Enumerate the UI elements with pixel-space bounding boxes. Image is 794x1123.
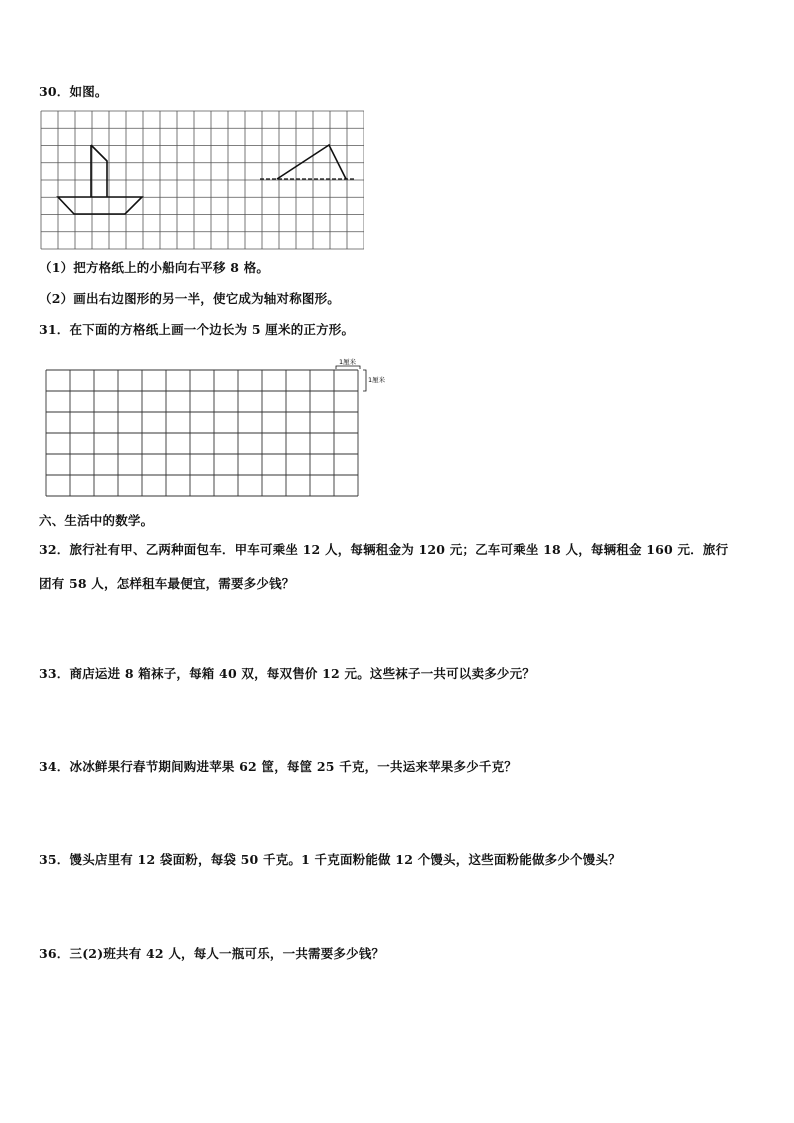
half-figure-shape xyxy=(277,145,346,179)
q31-grid-figure xyxy=(44,357,394,497)
q34-text: 34．冰冰鲜果行春节期间购进苹果 62 筐，每筐 25 千克，一共运来苹果多少千克？ xyxy=(39,759,517,774)
unit-label-vertical: 1厘米 xyxy=(368,376,386,384)
section6-title: 六、生活中的数学。 xyxy=(39,513,154,528)
q36-text: 36．三(2)班共有 42 人，每人一瓶可乐，一共需要多少钱？ xyxy=(39,946,385,961)
q30-sub2: （2）画出右边图形的另一半，使它成为轴对称图形。 xyxy=(39,291,340,306)
boat-shape xyxy=(58,145,142,214)
q31-grid xyxy=(46,370,358,496)
q31-title: 31．在下面的方格纸上画一个边长为 5 厘米的正方形。 xyxy=(39,322,355,337)
q32-line2: 团有 58 人，怎样租车最便宜，需要多少钱？ xyxy=(39,576,295,591)
q30-sub1: （1）把方格纸上的小船向右平移 8 格。 xyxy=(39,260,270,275)
q30-grid xyxy=(41,111,364,249)
q32-line1: 32．旅行社有甲、乙两种面包车．甲车可乘坐 12 人，每辆租金为 120 元；乙车可乘坐 18 人，每辆租金 160 元．旅行 xyxy=(39,542,729,557)
q33-text: 33．商店运进 8 箱袜子，每箱 40 双，每双售价 12 元。这些袜子一共可以卖多少元？ xyxy=(39,666,535,681)
unit-label-horizontal: 1厘米 xyxy=(339,358,357,366)
q30-grid-figure xyxy=(38,108,364,252)
q35-text: 35．馒头店里有 12 袋面粉，每袋 50 千克。1 千克面粉能做 12 个馒头，这些面粉能做多少个馒头？ xyxy=(39,852,621,867)
q30-title: 30．如图。 xyxy=(39,84,108,99)
